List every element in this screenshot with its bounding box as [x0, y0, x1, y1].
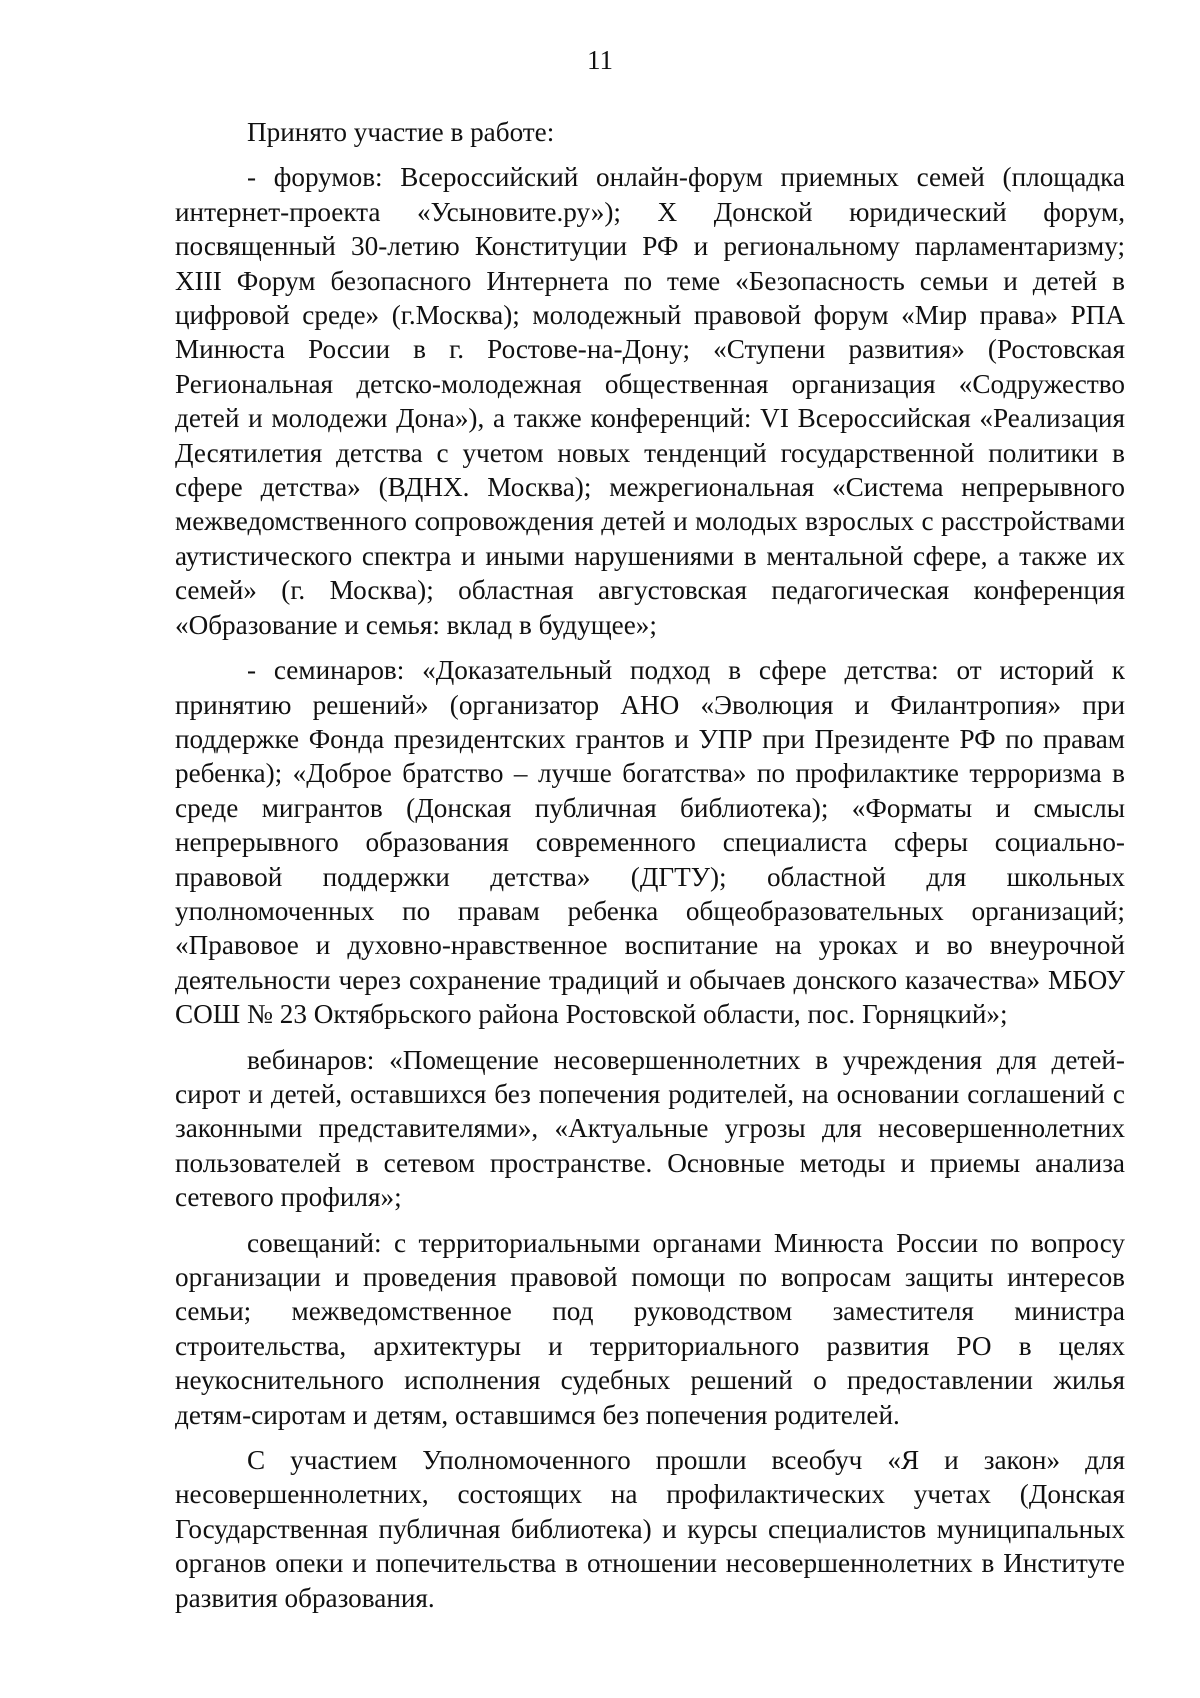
document-body: [175, 115, 1125, 1615]
paragraph-meetings: совещаний: с территориальными органами Минюста России по вопросу организации и проведения правовой помощи по вопросам защиты интересов семьи; межведомственное под руководством заместителя министра строительства, архитектуры и территориального развития РО в целях неукоснительного исполнения судебных решений о предоставлении жилья детям-сиротам и детям, оставшимся без попечения родителей.: [175, 1227, 1125, 1430]
page-number: 11: [587, 45, 613, 75]
paragraph-forums: - форумов: Всероссийский онлайн-форум приемных семей (площадка интернет-проекта «Усыновите.ру»); X Донской юридический форум, посвященный 30-летию Конституции РФ и региональному парламентаризму; XIII Форум безопасного Интернета по теме «Безопасность семьи и детей в цифровой среде» (г.Москва); молодежный правовой форум «Мир права» РПА Минюста России в г. Ростове-на-Дону; «Ступени развития» (Ростовская Региональная детско-молодежная общественная организация «Содружество детей и молодежи Дона»), а также конференций: VI Всероссийская «Реализация Десятилетия детства с учетом новых тенденций государственной политики в сфере детства» (ВДНХ. Москва); межрегиональная «Система непрерывного межведомственного сопровождения детей и молодых взрослых с расстройствами аутистического спектра и иными нарушениями в ментальной сфере, а также их семей» (г. Москва); областная августовская педагогическая конференция «Образование и семья: вклад в будущее»;: [175, 162, 1125, 640]
paragraph-courses: С участием Уполномоченного прошли всеобуч «Я и закон» для несовершеннолетних, состоящих на профилактических учетах (Донская Государственная публичная библиотека) и курсы специалистов муниципальных органов опеки и попечительства в отношении несовершеннолетних в Институте развития образования.: [175, 1445, 1125, 1613]
paragraph-intro: Принято участие в работе:: [247, 117, 555, 147]
paragraph-webinars: вебинаров: «Помещение несовершеннолетних в учреждения для детей-сирот и детей, оставшихся без попечения родителей, на основании соглашений с законными представителями», «Актуальные угрозы для несовершеннолетних пользователей в сетевом пространстве. Основные методы и приемы анализа сетевого профиля»;: [175, 1044, 1125, 1213]
paragraph-seminars: - семинаров: «Доказательный подход в сфере детства: от историй к принятию решений» (организатор АНО «Эволюция и Филантропия» при поддержке Фонда президентских грантов и УПР при Президенте РФ по правам ребенка); «Доброе братство – лучше богатства» по профилактике терроризма в среде мигрантов (Донская публичная библиотека); «Форматы и смыслы непрерывного образования современного специалиста сферы социально-правовой поддержки детства» (ДГТУ); областной для школьных уполномоченных по правам ребенка общеобразовательных организаций; «Правовое и духовно-нравственное воспитание на уроках и во внеурочной деятельности через сохранение традиций и обычаев донского казачества» МБОУ СОШ № 23 Октябрьского района Ростовской области, пос. Горняцкий»;: [175, 655, 1125, 1030]
